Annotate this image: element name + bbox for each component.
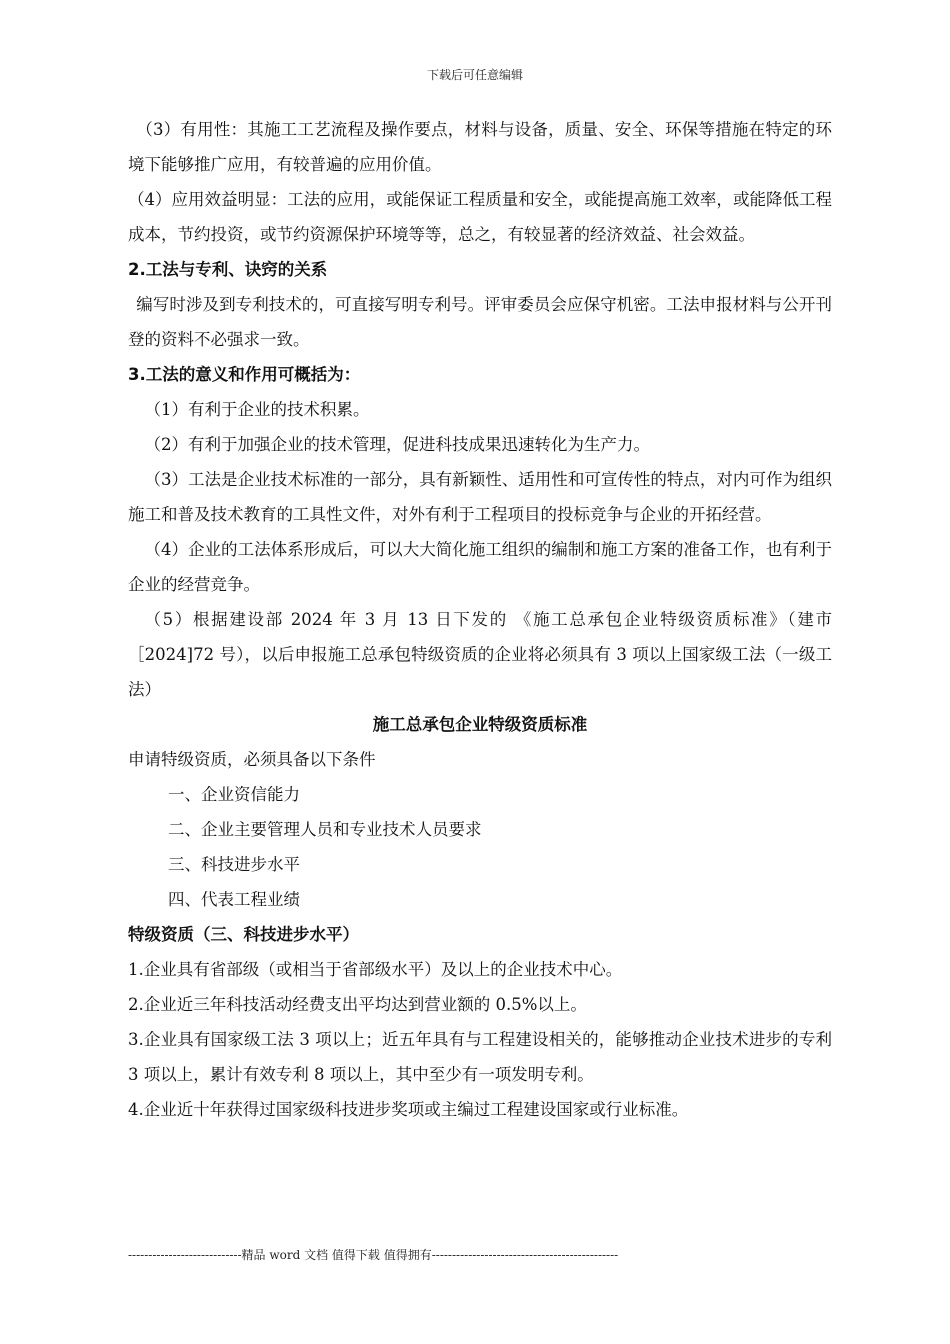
page-footer: ----------------------------精品 word 文档 值得下载 值得拥有---------------------------------------------- — [128, 1248, 619, 1262]
heading-tech-level: 特级资质（三、科技进步水平） — [128, 925, 359, 944]
document-body — [128, 112, 832, 1127]
significance-item: （3）工法是企业技术标准的一部分，具有新颖性、适用性和可宣传性的特点，对内可作为组织施工和普及技术教育的工具性文件，对外有利于工程项目的投标竞争与企业的开拓经营。 — [128, 470, 832, 524]
heading-patent-relation: 2.工法与专利、诀窍的关系 — [128, 260, 328, 279]
heading-significance: 3.工法的意义和作用可概括为： — [128, 365, 361, 384]
significance-item: （1）有利于企业的技术积累。 — [144, 400, 370, 419]
significance-item: （5）根据建设部 2024 年 3 月 13 日下发的 《施工总承包企业特级资质标准》（建市［2024]72 号），以后申报施工总承包特级资质的企业将必须具有 3 项以上国家级工法（一级工法） — [128, 610, 832, 699]
condition-item: 二、企业主要管理人员和专业技术人员要求 — [168, 820, 482, 839]
significance-item: （4）企业的工法体系形成后，可以大大简化施工组织的编制和施工方案的准备工作，也有利于企业的经营竞争。 — [128, 540, 832, 594]
conditions-intro: 申请特级资质，必须具备以下条件 — [128, 750, 376, 769]
tech-item: 4.企业近十年获得过国家级科技进步奖项或主编过工程建设国家或行业标准。 — [128, 1100, 689, 1119]
condition-item: 三、科技进步水平 — [168, 855, 300, 874]
paragraph-usefulness: （3）有用性：其施工工艺流程及操作要点，材料与设备，质量、安全、环保等措施在特定的环境下能够推广应用，有较普遍的应用价值。 — [128, 120, 832, 174]
paragraph-patent: 编写时涉及到专利技术的，可直接写明专利号。评审委员会应保守机密。工法申报材料与公开刊登的资料不必强求一致。 — [128, 295, 832, 349]
tech-item: 2.企业近三年科技活动经费支出平均达到营业额的 0.5%以上。 — [128, 995, 587, 1014]
paragraph-benefit: （4）应用效益明显：工法的应用，或能保证工程质量和安全，或能提高施工效率，或能降低工程成本，节约投资，或节约资源保护环境等等，总之，有较显著的经济效益、社会效益。 — [128, 190, 832, 244]
tech-item: 3.企业具有国家级工法 3 项以上；近五年具有与工程建设相关的，能够推动企业技术进步的专利 3 项以上，累计有效专利 8 项以上，其中至少有一项发明专利。 — [128, 1030, 832, 1084]
tech-item: 1.企业具有省部级（或相当于省部级水平）及以上的企业技术中心。 — [128, 960, 623, 979]
condition-item: 四、代表工程业绩 — [168, 890, 300, 909]
section-title: 施工总承包企业特级资质标准 — [372, 715, 588, 734]
significance-item: （2）有利于加强企业的技术管理，促进科技成果迅速转化为生产力。 — [144, 435, 650, 454]
condition-item: 一、企业资信能力 — [168, 785, 300, 804]
page-header: 下载后可任意编辑 — [426, 68, 523, 82]
